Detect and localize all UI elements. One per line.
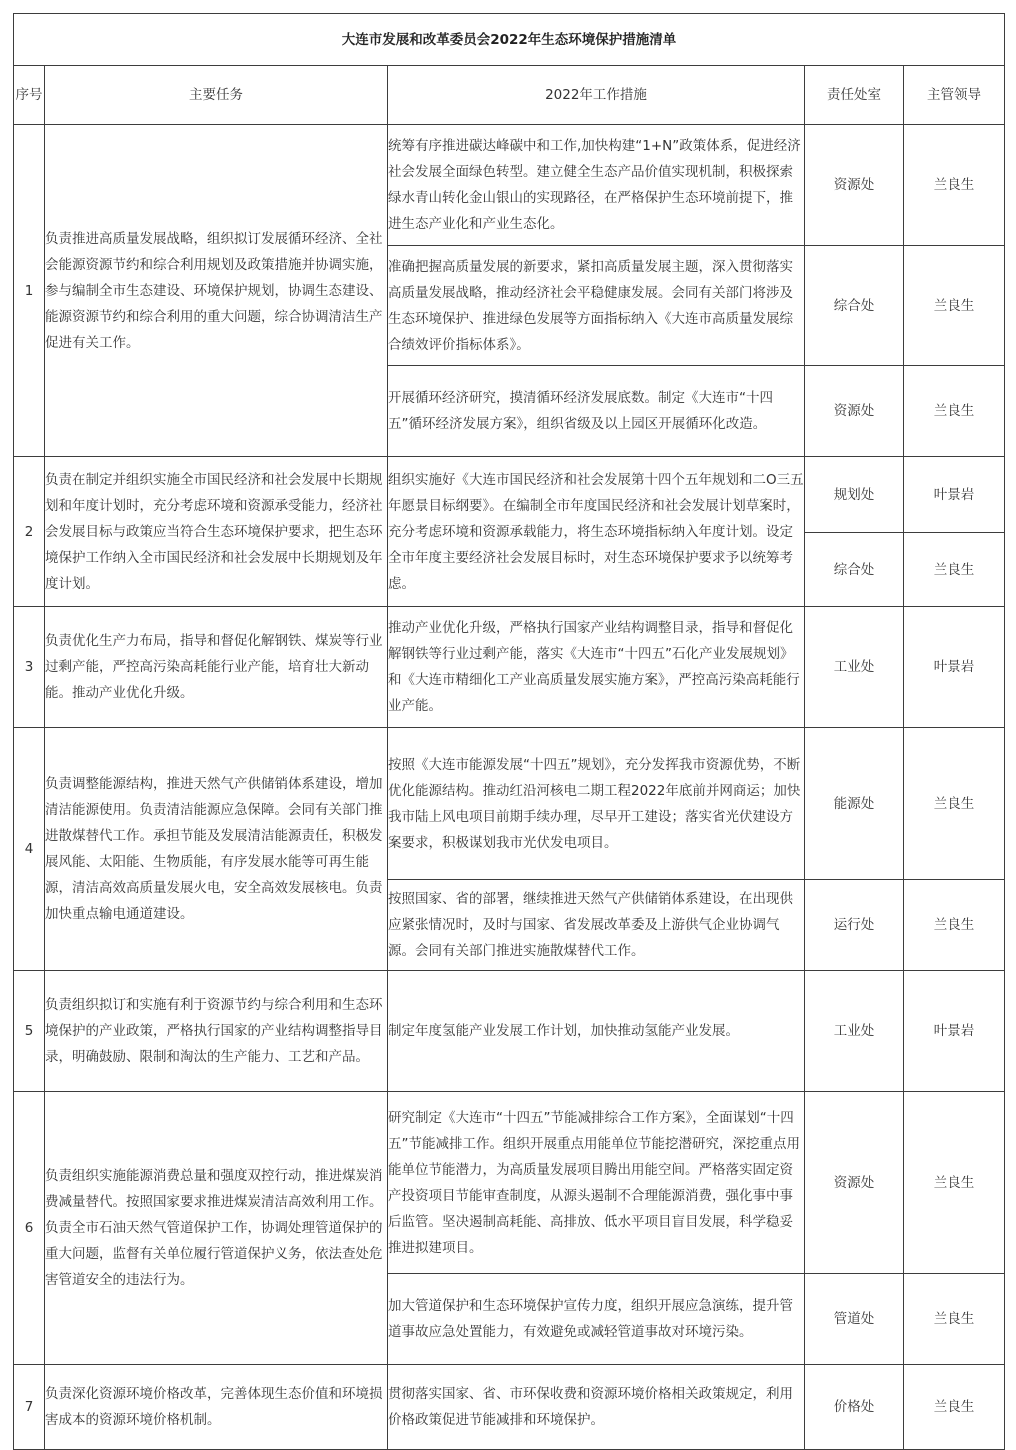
table-row [14,728,1005,880]
row-task: 负责调整能源结构，推进天然气产供储销体系建设，增加清洁能源使用。负责清洁能源应急保障。会同有关部门推进散煤替代工作。承担节能及发展清洁能源责任，积极发展风能、太阳能、生物质能，有序发展水能等可再生能源，清洁高效高质量发展火电，安全高效发展核电。负责加快重点输电通道建设。 [45,728,388,971]
row-seq: 6 [14,1092,45,1365]
header-measure: 2022年工作措施 [388,66,805,125]
row-leader: 兰良生 [904,366,1005,457]
table-row [14,125,1005,246]
row-dept: 资源处 [805,125,904,246]
row-task: 负责推进高质量发展战略，组织拟订发展循环经济、全社会能源资源节约和综合利用规划及政策措施并协调实施，参与编制全市生态建设、环境保护规划，协调生态建设、能源资源节约和综合利用的重大问题，综合协调清洁生产促进有关工作。 [45,125,388,457]
row-measure: 推动产业优化升级，严格执行国家产业结构调整目录，指导和督促化解钢铁等行业过剩产能，落实《大连市“十四五”石化产业发展规划》和《大连市精细化工产业高质量发展实施方案》，严控高污染高耗能行业产能。 [388,607,805,728]
row-measure: 开展循环经济研究，摸清循环经济发展底数。制定《大连市“十四五”循环经济发展方案》，组织省级及以上园区开展循环化改造。 [388,366,805,457]
row-leader: 兰良生 [904,246,1005,366]
row-seq: 5 [14,971,45,1092]
row-leader: 叶景岩 [904,457,1005,533]
table-row [14,971,1005,1092]
row-seq: 1 [14,125,45,457]
row-dept: 价格处 [805,1365,904,1450]
row-measure: 按照《大连市能源发展“十四五”规划》，充分发挥我市资源优势，不断优化能源结构。推动红沿河核电二期工程2022年底前并网商运；加快我市陆上风电项目前期手续办理，尽早开工建设；落实省光伏建设方案要求，积极谋划我市光伏发电项目。 [388,728,805,880]
row-task: 负责组织拟订和实施有利于资源节约与综合利用和生态环境保护的产业政策，严格执行国家的产业结构调整指导目录，明确鼓励、限制和淘汰的生产能力、工艺和产品。 [45,971,388,1092]
row-task: 负责深化资源环境价格改革，完善体现生态价值和环境损害成本的资源环境价格机制。 [45,1365,388,1450]
row-leader: 兰良生 [904,125,1005,246]
row-task: 负责组织实施能源消费总量和强度双控行动，推进煤炭消费减量替代。按照国家要求推进煤炭清洁高效利用工作。负责全市石油天然气管道保护工作，协调处理管道保护的重大问题，监督有关单位履行管道保护义务，依法查处危害管道安全的违法行为。 [45,1092,388,1365]
row-measure: 统筹有序推进碳达峰碳中和工作,加快构建“1+N”政策体系，促进经济社会发展全面绿色转型。建立健全生态产品价值实现机制，积极探索绿水青山转化金山银山的实现路径，在严格保护生态环境前提下，推进生态产业化和产业生态化。 [388,125,805,246]
row-measure: 研究制定《大连市“十四五”节能减排综合工作方案》，全面谋划“十四五”节能减排工作。组织开展重点用能单位节能挖潜研究，深挖重点用能单位节能潜力，为高质量发展项目腾出用能空间。严格落实固定资产投资项目节能审查制度，从源头遏制不合理能源消费，强化事中事后监管。坚决遏制高耗能、高排放、低水平项目盲目发展，科学稳妥推进拟建项目。 [388,1092,805,1274]
table-row [14,607,1005,728]
row-leader: 兰良生 [904,1274,1005,1365]
row-dept: 资源处 [805,366,904,457]
row-measure: 准确把握高质量发展的新要求，紧扣高质量发展主题，深入贯彻落实高质量发展战略，推动经济社会平稳健康发展。会同有关部门将涉及生态环境保护、推进绿色发展等方面指标纳入《大连市高质量发展综合绩效评价指标体系》。 [388,246,805,366]
header-leader: 主管领导 [904,66,1005,125]
row-seq: 7 [14,1365,45,1450]
row-leader: 兰良生 [904,1092,1005,1274]
row-dept: 规划处 [805,457,904,533]
table-row [14,1092,1005,1274]
row-measure: 贯彻落实国家、省、市环保收费和资源环境价格相关政策规定，利用价格政策促进节能减排和环境保护。 [388,1365,805,1450]
row-measure: 加大管道保护和生态环境保护宣传力度，组织开展应急演练，提升管道事故应急处置能力，有效避免或减轻管道事故对环境污染。 [388,1274,805,1365]
row-leader: 兰良生 [904,1365,1005,1450]
row-task: 负责在制定并组织实施全市国民经济和社会发展中长期规划和年度计划时，充分考虑环境和资源承受能力，经济社会发展目标与政策应当符合生态环境保护要求，把生态环境保护工作纳入全市国民经济和社会发展中长期规划及年度计划。 [45,457,388,607]
row-leader: 叶景岩 [904,607,1005,728]
row-leader: 兰良生 [904,728,1005,880]
row-leader: 兰良生 [904,880,1005,971]
table-row [14,457,1005,533]
row-seq: 3 [14,607,45,728]
table-row [14,1365,1005,1450]
row-measure: 组织实施好《大连市国民经济和社会发展第十四个五年规划和二O三五年愿景目标纲要》。在编制全市年度国民经济和社会发展计划草案时，充分考虑环境和资源承载能力，将生态环境指标纳入年度计划。设定全市年度主要经济社会发展目标时，对生态环境保护要求予以统筹考虑。 [388,457,805,607]
header-task: 主要任务 [45,66,388,125]
row-dept: 综合处 [805,533,904,607]
row-dept: 能源处 [805,728,904,880]
row-task: 负责优化生产力布局，指导和督促化解钢铁、煤炭等行业过剩产能，严控高污染高耗能行业产能，培育壮大新动能。推动产业优化升级。 [45,607,388,728]
row-measure: 制定年度氢能产业发展工作计划，加快推动氢能产业发展。 [388,971,805,1092]
row-seq: 2 [14,457,45,607]
row-dept: 管道处 [805,1274,904,1365]
measures-table [13,13,1005,1450]
row-dept: 工业处 [805,607,904,728]
row-dept: 运行处 [805,880,904,971]
row-dept: 工业处 [805,971,904,1092]
row-dept: 资源处 [805,1092,904,1274]
header-row [14,66,1005,125]
row-dept: 综合处 [805,246,904,366]
row-measure: 按照国家、省的部署，继续推进天然气产供储销体系建设，在出现供应紧张情况时，及时与国家、省发展改革委及上游供气企业协调气源。会同有关部门推进实施散煤替代工作。 [388,880,805,971]
row-leader: 兰良生 [904,533,1005,607]
header-dept: 责任处室 [805,66,904,125]
table-title: 大连市发展和改革委员会2022年生态环境保护措施清单 [14,14,1005,66]
row-leader: 叶景岩 [904,971,1005,1092]
row-seq: 4 [14,728,45,971]
header-seq: 序号 [14,66,45,125]
